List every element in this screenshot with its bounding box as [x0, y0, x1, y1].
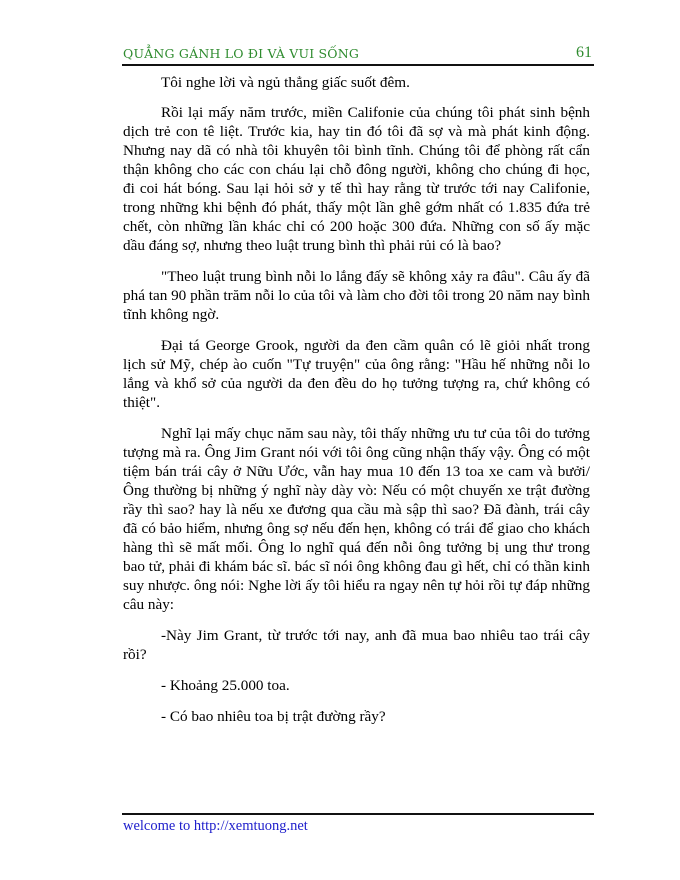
footer-divider	[122, 813, 594, 815]
footer-link[interactable]: welcome to http://xemtuong.net	[123, 818, 308, 834]
header-divider	[122, 64, 594, 66]
paragraph: Nghĩ lại mấy chục năm sau này, tôi thấy những ưu tư của tôi do tưởng tượng mà ra. Ông Jim Grant nói với tôi ông cũng nhận thấy vậy. Ông có một tiệm bán trái cây ở Nữu Ước, vẫn hay mua 10 đến 13 toa xe cam và bưởi/ Ông thường bị những ý nghĩ này dày vò: Nếu có một chuyến xe trật đường rầy thì sao? hay là nếu xe đương qua cầu mà sập thì sao? Đã đành, trái cây đã có bảo hiểm, nhưng ông sợ nếu đến hẹn, không có trái để giao cho khách hàng thì sẽ mất mối. Ông lo nghĩ quá đến nỗi ông tưởng bị ung thư trong bao tử, phải đi khám bác sĩ. bác sĩ nói ông không đau gì hết, chỉ có thần kinh suy nhược. ông nói: Nghe lời ấy tôi hiểu ra ngay nên tự hỏi rồi tự đáp những câu này:	[123, 425, 590, 613]
paragraph: - Có bao nhiêu toa bị trật đường rầy?	[161, 708, 386, 725]
paragraph: - Khoảng 25.000 toa.	[161, 677, 290, 694]
paragraph: Tôi nghe lời và ngủ thẳng giấc suốt đêm.	[161, 74, 410, 91]
paragraph: Rồi lại mấy năm trước, miền Califonie của chúng tôi phát sinh bệnh dịch trẻ con tê liệt. Trước kia, hay tin đó tôi đã sợ và mà phát kinh động. Nhưng nay dã có nhà tôi khuyên tôi bình tĩnh. Chúng tôi để phòng rất cẩn thận không cho các con cháu lại chỗ đông người, không cho chúng đi học, đi coi hát bóng. Sau lại hỏi sở y tế thì hay rằng từ trước tới nay Califonie, trong những khi bệnh đó phát, thấy một lần ghê gớm nhất có 1.835 đứa trẻ chết, còn những lần khác chỉ có 200 hoặc 300 đứa. Những con số ấy mặc dầu đáng sợ, nhưng theo luật trung bình thì phải rủi có là bao?	[123, 104, 590, 254]
paragraph: "Theo luật trung bình nỗi lo lắng đấy sẽ không xảy ra đâu". Câu ấy đã phá tan 90 phần trăm nỗi lo của tôi và làm cho đời tôi trong 20 năm nay bình tĩnh không ngờ.	[123, 268, 590, 323]
paragraph: -Này Jim Grant, từ trước tới nay, anh đã mua bao nhiêu tao trái cây rồi?	[123, 627, 590, 663]
paragraph: Đại tá George Grook, người da đen cầm quân có lẽ giỏi nhất trong lịch sử Mỹ, chép ào cuốn "Tự truyện" của ông rằng: "Hầu hế những nỗi lo lắng và khổ sở của người da đen đều do họ tưởng tượng ra, chứ không có thiệt".	[123, 337, 590, 411]
body-text	[123, 73, 590, 738]
page-number: 61	[576, 44, 592, 61]
running-header-title: QUẲNG GÁNH LO ĐI VÀ VUI SỐNG	[123, 46, 360, 61]
